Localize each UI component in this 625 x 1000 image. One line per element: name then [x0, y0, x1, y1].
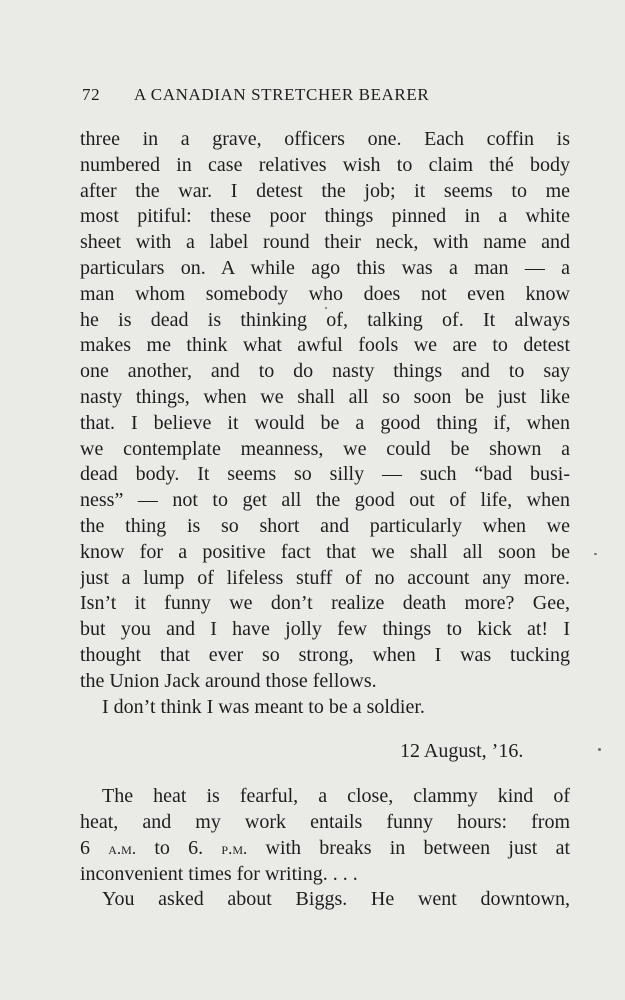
- body-text: [80, 127, 570, 913]
- text-line: man whom somebody who does not even know: [80, 282, 570, 305]
- paper-speck: [594, 553, 597, 555]
- text-line: thought that ever so strong, when I was tucking: [80, 643, 570, 666]
- text-line: The heat is fearful, a close, clammy kind of: [102, 785, 570, 808]
- text-line: You asked about Biggs. He went downtown,: [102, 888, 570, 911]
- text-line: that. I believe it would be a good thing if, when: [80, 411, 570, 434]
- text-line: ness” — not to get all the good out of life, when: [80, 489, 570, 512]
- pm-abbrev: p.m.: [221, 838, 248, 858]
- am-abbrev: a.m.: [108, 838, 137, 858]
- text-line: particulars on. A while ago this was a man — a: [80, 256, 570, 279]
- running-head: [82, 84, 572, 106]
- dateline: 12 August, ’16.: [400, 740, 524, 763]
- text-line: dead body. It seems so silly — such “bad busi-: [80, 463, 570, 486]
- text-line: inconvenient times for writing. . . .: [80, 862, 358, 885]
- text-line: [80, 836, 570, 862]
- text-line: makes me think what awful fools we are to detest: [80, 334, 570, 357]
- paper-speck: [325, 307, 327, 309]
- text-line: know for a positive fact that we shall all soon be: [80, 540, 570, 563]
- text-line: sheet with a label round their neck, with name and: [80, 231, 570, 254]
- text-line: we contemplate meanness, we could be shown a: [80, 437, 570, 460]
- text-line: Isn’t it funny we don’t realize death more? Gee,: [80, 592, 570, 615]
- running-head-title: A CANADIAN STRETCHER BEARER: [134, 85, 430, 104]
- time-text: with breaks in between just at: [247, 836, 570, 859]
- text-line: he is dead is thinking of, talking of. It always: [80, 308, 570, 331]
- text-line: just a lump of lifeless stuff of no account any more.: [80, 566, 570, 589]
- text-line: the thing is so short and particularly when we: [80, 514, 570, 537]
- time-text: to 6.: [136, 836, 222, 859]
- text-line: one another, and to do nasty things and to say: [80, 360, 570, 383]
- text-line: heat, and my work entails funny hours: from: [80, 810, 570, 833]
- text-line: after the war. I detest the job; it seems to me: [80, 179, 570, 202]
- closing-line: I don’t think I was meant to be a soldier.: [102, 695, 425, 718]
- text-line: most pitiful: these poor things pinned in a white: [80, 205, 570, 228]
- text-line: nasty things, when we shall all so soon be just like: [80, 385, 570, 408]
- text-line: but you and I have jolly few things to kick at! I: [80, 618, 570, 641]
- time-text: 6: [80, 836, 109, 859]
- text-line: the Union Jack around those fellows.: [80, 669, 377, 692]
- paper-speck: [598, 748, 601, 751]
- text-line: three in a grave, officers one. Each coffin is: [80, 128, 570, 150]
- text-line: numbered in case relatives wish to claim thé body: [80, 153, 570, 176]
- page-number: 72: [82, 85, 101, 104]
